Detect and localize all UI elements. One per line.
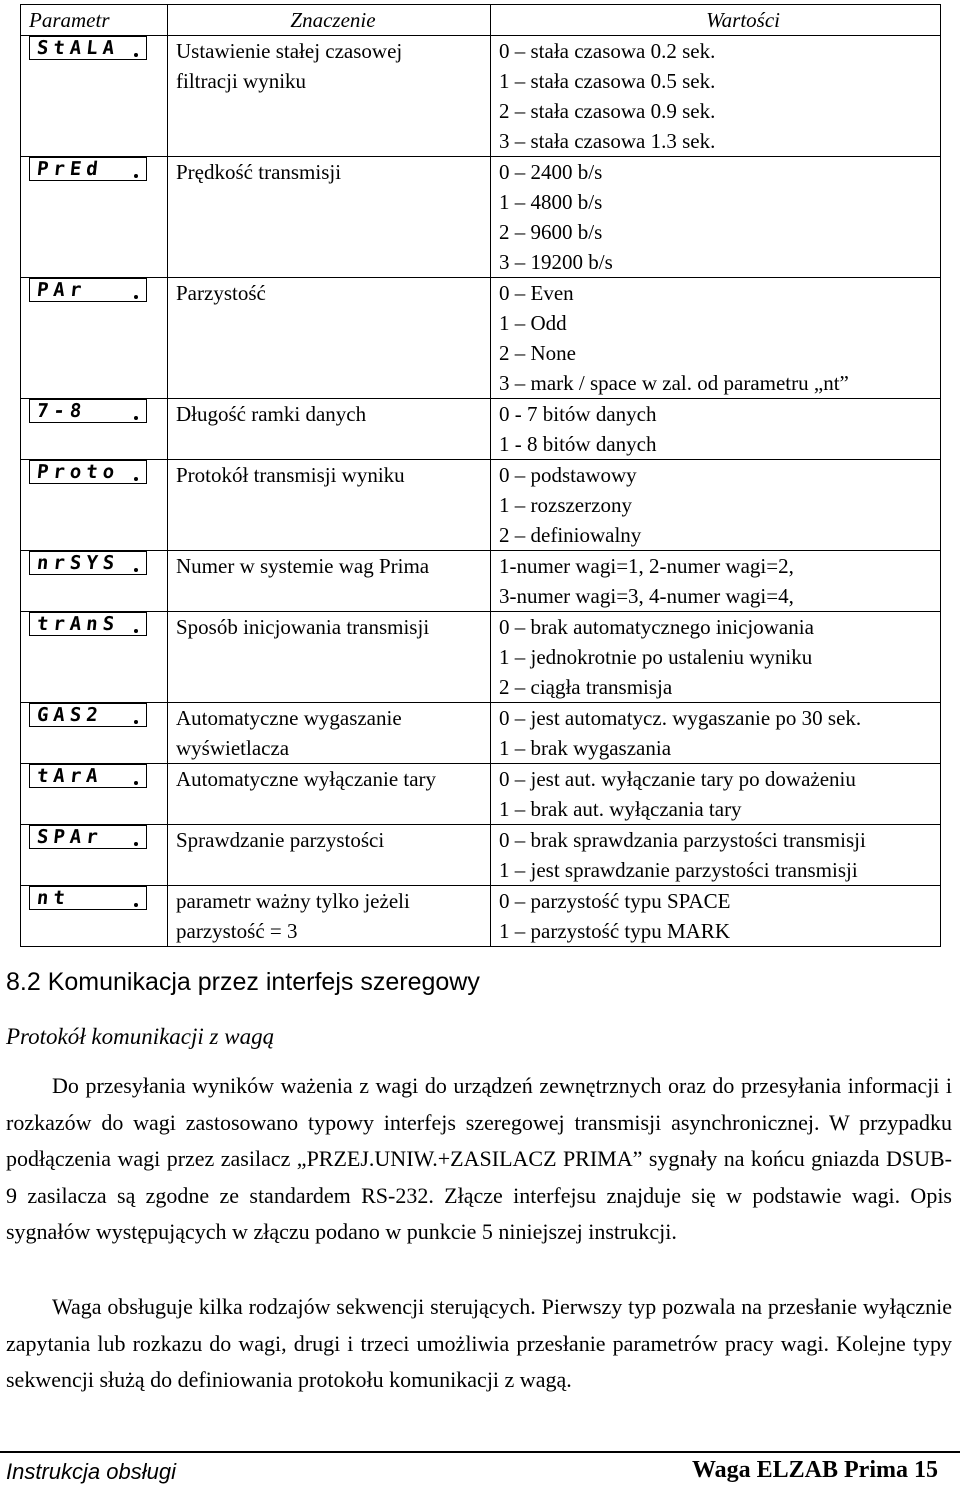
param-cell — [21, 703, 168, 764]
lcd-dot-icon — [134, 295, 138, 299]
lcd-display-icon — [29, 460, 147, 484]
value-line: 1 – rozszerzony — [499, 493, 632, 517]
value-line: 0 – jest aut. wyłączanie tary po doważeniu — [499, 767, 856, 791]
value-line: 0 – 2400 b/s — [499, 160, 603, 184]
table-header-row — [21, 5, 941, 36]
lcd-display-text: 7-8 — [35, 400, 88, 422]
value-line: 1 - 8 bitów danych — [499, 432, 657, 456]
value-line: 1 – jednokrotnie po ustaleniu wyniku — [499, 645, 813, 669]
lcd-dot-icon — [134, 416, 138, 420]
section-heading: 8.2 Komunikacja przez interfejs szeregowy — [6, 968, 480, 996]
lcd-display-text: SPAr — [35, 826, 104, 848]
table-row — [21, 612, 941, 703]
value-line: 0 - 7 bitów danych — [499, 402, 657, 426]
meaning-cell — [168, 551, 491, 612]
value-cell — [491, 157, 941, 278]
footer-product-page: Waga ELZAB Prima 15 — [691, 1457, 938, 1483]
section-subheading: Protokół komunikacji z wagą — [6, 1024, 275, 1049]
value-line: 3 – stała czasowa 1.3 sek. — [499, 129, 716, 153]
value-line: 1-numer wagi=1, 2-numer wagi=2, — [499, 554, 794, 578]
value-line: 0 – Even — [499, 281, 574, 305]
param-cell — [21, 825, 168, 886]
param-cell — [21, 460, 168, 551]
param-cell — [21, 157, 168, 278]
value-line: 0 – stała czasowa 0.2 sek. — [499, 39, 716, 63]
lcd-display-icon — [29, 551, 147, 575]
lcd-dot-icon — [134, 174, 138, 178]
value-line: 0 – brak automatycznego inicjowania — [499, 615, 814, 639]
lcd-display-icon — [29, 703, 147, 727]
lcd-display-icon — [29, 399, 147, 423]
lcd-display-icon — [29, 612, 147, 636]
value-line: 2 – stała czasowa 0.9 sek. — [499, 99, 716, 123]
value-line: 0 – parzystość typu SPACE — [499, 889, 731, 913]
value-line: 2 – 9600 b/s — [499, 220, 603, 244]
meaning-line: filtracji wyniku — [176, 69, 307, 93]
meaning-cell — [168, 36, 491, 157]
meaning-cell — [168, 460, 491, 551]
value-line: 1 – jest sprawdzanie parzystości transmisji — [499, 858, 858, 882]
table-row — [21, 764, 941, 825]
meaning-cell — [168, 612, 491, 703]
meaning-line: Prędkość transmisji — [176, 160, 342, 184]
param-cell — [21, 612, 168, 703]
meaning-line: Sposób inicjowania transmisji — [176, 615, 430, 639]
meaning-cell — [168, 764, 491, 825]
lcd-dot-icon — [134, 477, 138, 481]
meaning-line: Numer w systemie wag Prima — [176, 554, 430, 578]
param-cell — [21, 764, 168, 825]
footer-manual-title: Instrukcja obsługi — [6, 1459, 176, 1484]
param-cell — [21, 36, 168, 157]
meaning-line: Automatyczne wygaszanie — [176, 706, 402, 730]
lcd-display-text: trAnS — [35, 613, 121, 635]
value-line: 1 – parzystość typu MARK — [499, 919, 730, 943]
meaning-line: Ustawienie stałej czasowej — [176, 39, 403, 63]
value-cell — [491, 36, 941, 157]
table-row — [21, 157, 941, 278]
table-row — [21, 703, 941, 764]
paragraph-2: Waga obsługuje kilka rodzajów sekwencji sterujących. Pierwszy typ pozwala na przesłanie wyłącznie zapytania lub rozkazu do wagi, drugi i trzeci umożliwia przesłanie parametrów pracy wagi. Kolejne typy sekwencji służą do definiowania protokołu komunikacji z wagą. — [6, 1294, 952, 1392]
lcd-display-icon — [29, 36, 147, 60]
value-line: 1 – Odd — [499, 311, 567, 335]
value-line: 1 – 4800 b/s — [499, 190, 603, 214]
parameter-table — [20, 4, 941, 947]
lcd-display-text: tArA — [35, 765, 104, 787]
table-row — [21, 886, 941, 947]
lcd-display-text: PAr — [35, 279, 88, 301]
lcd-display-icon — [29, 278, 147, 302]
table-body — [21, 36, 941, 947]
meaning-line: parzystość = 3 — [176, 919, 298, 943]
value-cell — [491, 825, 941, 886]
param-cell — [21, 886, 168, 947]
paragraph-1: Do przesyłania wyników ważenia z wagi do urządzeń zewnętrznych oraz do przesyłania informacji i rozkazów do wagi zastosowano typowy interfejs szeregowej transmisji asynchronicznej. W przypadku podłączenia wagi przez zasilacz „PRZEJ.UNIW.+ZASILACZ PRIMA” sygnały na końcu gniazda DSUB-9 zasilacza są zgodne ze standardem RS-232. Złącze interfejsu znajduje się w podstawie wagi. Opis sygnałów występujących w złączu podano w punkcie 5 niniejszej instrukcji. — [6, 1073, 952, 1244]
lcd-display-text: nt — [35, 887, 72, 909]
lcd-dot-icon — [134, 781, 138, 785]
value-cell — [491, 703, 941, 764]
meaning-cell — [168, 157, 491, 278]
meaning-line: Automatyczne wyłączanie tary — [176, 767, 437, 791]
param-cell — [21, 551, 168, 612]
table-row — [21, 551, 941, 612]
value-line: 0 – jest automatycz. wygaszanie po 30 sek. — [499, 706, 862, 730]
meaning-cell — [168, 278, 491, 399]
value-cell — [491, 886, 941, 947]
lcd-display-text: nrSYS — [35, 552, 121, 574]
lcd-display-icon — [29, 764, 147, 788]
table-row — [21, 36, 941, 157]
value-line: 2 – definiowalny — [499, 523, 642, 547]
header-param: Parametr — [21, 5, 168, 36]
lcd-display-icon — [29, 886, 147, 910]
lcd-display-text: StALA — [35, 37, 121, 59]
value-line: 1 – brak wygaszania — [499, 736, 672, 760]
lcd-dot-icon — [134, 720, 138, 724]
param-cell — [21, 399, 168, 460]
lcd-display-icon — [29, 157, 147, 181]
value-cell — [491, 399, 941, 460]
value-cell — [491, 551, 941, 612]
table-row — [21, 460, 941, 551]
meaning-line: Parzystość — [176, 281, 266, 305]
value-line: 1 – stała czasowa 0.5 sek. — [499, 69, 716, 93]
meaning-line: wyświetlacza — [176, 736, 290, 760]
lcd-display-text: PrEd — [35, 158, 104, 180]
value-line: 0 – brak sprawdzania parzystości transmisji — [499, 828, 866, 852]
value-cell — [491, 278, 941, 399]
meaning-cell — [168, 703, 491, 764]
value-line: 3 – 19200 b/s — [499, 250, 613, 274]
lcd-dot-icon — [134, 629, 138, 633]
value-line: 2 – ciągła transmisja — [499, 675, 673, 699]
value-line: 1 – brak aut. wyłączania tary — [499, 797, 742, 821]
value-cell — [491, 764, 941, 825]
value-line: 2 – None — [499, 341, 576, 365]
lcd-dot-icon — [134, 568, 138, 572]
value-line: 0 – podstawowy — [499, 463, 637, 487]
value-cell — [491, 612, 941, 703]
table-row — [21, 399, 941, 460]
header-meaning: Znaczenie — [168, 5, 491, 36]
lcd-display-text: Proto — [35, 461, 121, 483]
header-value: Wartości — [491, 5, 941, 36]
parameter-table-container — [20, 4, 940, 947]
meaning-line: Protokół transmisji wyniku — [176, 463, 405, 487]
value-line: 3-numer wagi=3, 4-numer wagi=4, — [499, 584, 794, 608]
meaning-line: Długość ramki danych — [176, 402, 367, 426]
lcd-display-icon — [29, 825, 147, 849]
footer-divider — [0, 1451, 960, 1453]
lcd-dot-icon — [134, 903, 138, 907]
meaning-line: Sprawdzanie parzystości — [176, 828, 385, 852]
meaning-line: parametr ważny tylko jeżeli — [176, 889, 410, 913]
value-line: 3 – mark / space w zal. od parametru „nt” — [499, 371, 849, 395]
meaning-cell — [168, 399, 491, 460]
lcd-dot-icon — [134, 53, 138, 57]
value-cell — [491, 460, 941, 551]
lcd-dot-icon — [134, 842, 138, 846]
lcd-display-text: GAS2 — [35, 704, 104, 726]
table-row — [21, 278, 941, 399]
meaning-cell — [168, 825, 491, 886]
meaning-cell — [168, 886, 491, 947]
param-cell — [21, 278, 168, 399]
table-row — [21, 825, 941, 886]
